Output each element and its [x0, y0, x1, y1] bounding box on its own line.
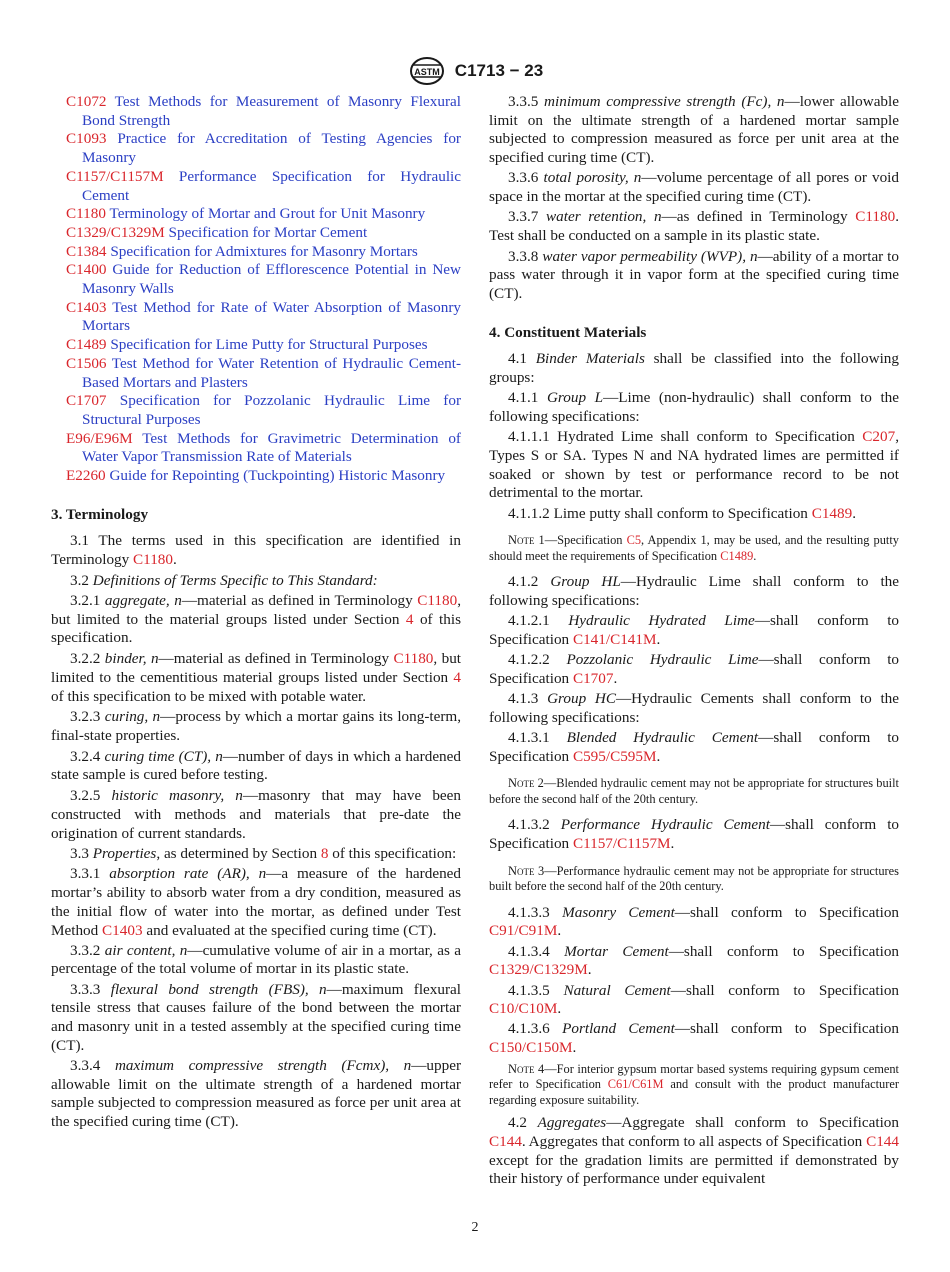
reference-title-link[interactable]: Terminology of Mortar and Grout for Unit Masonry — [109, 205, 426, 223]
reference-code-link[interactable]: C1180 — [66, 205, 106, 223]
reference-title-link[interactable]: Guide for Reduction of Efflorescence Potential in New Masonry Walls — [82, 261, 462, 298]
reference-title-link[interactable]: Practice for Accreditation of Testing Agencies for Masonry — [82, 130, 461, 167]
ref-link[interactable]: C144 — [866, 1133, 899, 1151]
ref-link[interactable]: C1489 — [720, 548, 754, 563]
section-3-heading: 3. Terminology — [51, 505, 149, 523]
ref-link[interactable]: C1329/C1329M — [489, 961, 588, 979]
para-4-1-3-2: 4.1.3.2 Performance Hydraulic Cement—shall conform to Specification C1157/C1157M. — [489, 816, 900, 852]
reference-item — [51, 392, 461, 429]
reference-code-link[interactable]: C1072 — [66, 93, 107, 110]
para-4-1-2-1: 4.1.2.1 Hydraulic Hydrated Lime—shall conform to Specification C141/C141M. — [489, 612, 900, 648]
para-4-1-3: 4.1.3 Group HC—Hydraulic Cements shall conform to the following specifications: — [489, 689, 899, 726]
svg-text:ASTM: ASTM — [414, 67, 440, 77]
ref-link[interactable]: C141/C141M — [572, 630, 657, 648]
ref-link[interactable]: C207 — [862, 428, 896, 446]
section-link[interactable]: 4 — [405, 610, 414, 628]
para-4-1-3-5: 4.1.3.5 Natural Cement—shall conform to Specification C10/C10M. — [489, 981, 900, 1018]
para-3-3-2: 3.3.2 air content, n—cumulative volume of air in a mortar, as a percentage of the total volume of mortar in its plastic state. — [51, 941, 461, 978]
ref-link[interactable]: C10/C10M — [489, 1000, 558, 1018]
para-3-3: 3.3 Properties, as determined by Section 8 of this specification: — [70, 845, 457, 863]
ref-link[interactable]: C1707 — [572, 669, 614, 687]
ref-link[interactable]: C1180 — [855, 208, 896, 226]
ref-link[interactable]: C1489 — [811, 504, 853, 522]
para-4-2: 4.2 Aggregates—Aggregate shall conform to Specification C144. Aggregates that conform to all aspects of Specification C144 except for the gradation limits are permitted if demonstrated by their history of performance under equivalent — [489, 1114, 899, 1188]
note-1: Note 1—Specification C5, Appendix 1, may be used, and the resulting putty should meet the requirements of Specification C1489. — [489, 533, 899, 563]
reference-title-link[interactable]: Specification for Admixtures for Masonry Mortars — [110, 242, 418, 260]
ref-link[interactable]: C1180 — [393, 650, 434, 668]
reference-code-link[interactable]: C1384 — [66, 242, 107, 260]
astm-logo-icon — [407, 56, 447, 86]
reference-item — [51, 130, 461, 167]
reference-item — [51, 168, 461, 205]
para-4-1-3-6: 4.1.3.6 Portland Cement—shall conform to Specification C150/C150M. — [489, 1020, 899, 1057]
para-3-1: 3.1 The terms used in this specification are identified in Terminology C1180. — [51, 532, 461, 569]
reference-item — [51, 243, 461, 262]
reference-code-link[interactable]: C1400 — [66, 261, 107, 279]
reference-code-link[interactable]: C1093 — [66, 130, 107, 148]
reference-code-link[interactable]: C1403 — [66, 298, 107, 316]
reference-item — [51, 336, 461, 355]
note-3: Note 3—Performance hydraulic cement may not be appropriate for structures built before the second half of the 20th century. — [489, 863, 899, 894]
para-3-2-2: 3.2.2 binder, n—material as defined in Terminology C1180, but limited to the cementitious material groups listed under Section 4 of this specification to be mixed with potable water. — [51, 650, 462, 705]
reference-title-link[interactable]: Test Methods for Gravimetric Determination of Water Vapor Transmission Rate of Materials — [82, 429, 461, 466]
reference-item — [51, 205, 461, 224]
reference-item — [51, 261, 461, 298]
reference-code-link[interactable]: E96/E96M — [66, 429, 133, 447]
reference-item — [51, 224, 461, 243]
reference-title-link[interactable]: Test Methods for Measurement of Masonry Flexural Bond Strength — [82, 93, 461, 129]
reference-title-link[interactable]: Test Method for Rate of Water Absorption of Masonry Mortars — [82, 298, 461, 335]
referenced-documents-list — [51, 93, 461, 486]
reference-code-link[interactable]: C1157/C1157M — [66, 167, 164, 185]
ref-link[interactable]: C5 — [626, 533, 642, 548]
left-column — [51, 93, 461, 1133]
reference-title-link[interactable]: Test Method for Water Retention of Hydraulic Cement-Based Mortars and Plasters — [82, 354, 461, 391]
para-4-1-3-3: 4.1.3.3 Masonry Cement—shall conform to Specification C91/C91M. — [489, 903, 900, 940]
para-4-1-1: 4.1.1 Group L—Lime (non-hydraulic) shall conform to the following specifications: — [489, 389, 899, 426]
ref-link[interactable]: C1403 — [102, 921, 143, 939]
ref-link[interactable]: C1180 — [133, 551, 173, 569]
reference-title-link[interactable]: Specification for Pozzolanic Hydraulic Lime for Structural Purposes — [82, 392, 461, 428]
document-designation: C1713 − 23 — [454, 61, 544, 80]
reference-code-link[interactable]: E2260 — [66, 467, 106, 485]
reference-title-link[interactable]: Guide for Repointing (Tuckpointing) Historic Masonry — [109, 467, 446, 485]
para-4-1-3-1: 4.1.3.1 Blended Hydraulic Cement—shall conform to Specification C595/C595M. — [489, 728, 900, 765]
para-3-3-6: 3.3.6 total porosity, n—volume percentage of all pores or void space in the mortar at the specified curing time (CT). — [489, 169, 900, 206]
section-4-heading: 4. Constituent Materials — [489, 323, 647, 341]
para-3-3-1: 3.3.1 absorption rate (AR), n—a measure of the hardened mortar’s ability to absorb water from a dry condition, measured as the initial flow of water into the mortar, as defined under Test Method C1403 and evaluated at the specified curing time (CT). — [51, 865, 461, 939]
para-4-1-2-2: 4.1.2.2 Pozzolanic Hydraulic Lime—shall conform to Specification C1707. — [489, 651, 900, 687]
reference-item — [51, 355, 461, 392]
para-3-3-8: 3.3.8 water vapor permeability (WVP), n—ability of a mortar to pass water through it in vapor form at the specified curing time (CT). — [489, 247, 899, 303]
ref-link[interactable]: C144 — [489, 1133, 522, 1151]
reference-title-link[interactable]: Performance Specification for Hydraulic Cement — [82, 167, 461, 204]
para-3-2-4: 3.2.4 curing time (CT), n—number of days in which a hardened state sample is cured before testing. — [51, 747, 461, 784]
para-3-2: 3.2 Definitions of Terms Specific to This Standard: — [70, 571, 378, 589]
para-3-2-5: 3.2.5 historic masonry, n—masonry that may have been constructed with methods and materials that pre-date the origination of current standards. — [51, 787, 461, 842]
ref-link[interactable]: C91/C91M — [489, 922, 558, 940]
para-3-3-7: 3.3.7 water retention, n—as defined in Terminology C1180. Test shall be conducted on a sample in its plastic state. — [489, 208, 899, 244]
para-3-2-3: 3.2.3 curing, n—process by which a mortar gains its long-term, final-state properties. — [51, 708, 462, 744]
reference-item — [51, 467, 461, 486]
ref-link[interactable]: C61/C61M — [607, 1077, 664, 1092]
reference-code-link[interactable]: C1329/C1329M — [66, 223, 165, 241]
section-link[interactable]: 8 — [320, 845, 329, 863]
reference-item — [51, 299, 461, 336]
reference-item — [51, 430, 461, 467]
reference-code-link[interactable]: C1506 — [66, 354, 107, 372]
ref-link[interactable]: C1180 — [417, 592, 458, 610]
note-2: Note 2—Blended hydraulic cement may not be appropriate for structures built before the second half of the 20th century. — [489, 776, 899, 806]
reference-code-link[interactable]: C1489 — [66, 336, 107, 354]
ref-link[interactable]: C1157/C1157M — [572, 835, 671, 852]
note-4: Note 4—For interior gypsum mortar based systems requiring gypsum cement refer to Specification C61/C61M and consult with the product manufacturer regarding exposure suitability. — [489, 1061, 899, 1107]
page-header — [0, 56, 950, 86]
right-column — [489, 93, 899, 1191]
ref-link[interactable]: C595/C595M — [572, 747, 657, 765]
para-4-1: 4.1 Binder Materials shall be classified into the following groups: — [489, 350, 899, 387]
para-4-1-1-1: 4.1.1.1 Hydrated Lime shall conform to Specification C207, Types S or SA. Types N and NA hydrated limes are permitted if soaked or shown by test or performance record to be not detrimental to the mortar. — [489, 428, 899, 502]
ref-link[interactable]: C150/C150M — [489, 1039, 573, 1057]
para-3-2-1: 3.2.1 aggregate, n—material as defined in Terminology C1180, but limited to the material groups listed under Section 4 of this specification. — [51, 592, 462, 647]
page-number: 2 — [471, 1220, 479, 1235]
para-4-1-1-2: 4.1.1.2 Lime putty shall conform to Specification C1489. — [508, 504, 857, 522]
reference-code-link[interactable]: C1707 — [66, 392, 107, 410]
reference-item — [51, 93, 461, 130]
section-link[interactable]: 4 — [453, 668, 461, 686]
para-3-3-4: 3.3.4 maximum compressive strength (Fcmx), n—upper allowable limit on the ultimate strength of a hardened mortar sample subjected to compression measured as force per unit area at the specified curing time (CT). — [51, 1056, 462, 1131]
para-3-3-5: 3.3.5 minimum compressive strength (Fc), n—lower allowable limit on the ultimate strength of a hardened mortar sample subjected to compression measured as force per unit area at the specified curing time (CT). — [489, 93, 899, 167]
reference-title-link[interactable]: Specification for Mortar Cement — [168, 223, 368, 241]
para-3-3-3: 3.3.3 flexural bond strength (FBS), n—maximum flexural tensile stress that causes failure of the bond between the mortar and masonry unit in a tested assembly at the specified curing time (CT). — [51, 980, 461, 1054]
para-4-1-2: 4.1.2 Group HL—Hydraulic Lime shall conform to the following specifications: — [489, 573, 900, 609]
reference-title-link[interactable]: Specification for Lime Putty for Structural Purposes — [110, 336, 428, 354]
para-4-1-3-4: 4.1.3.4 Mortar Cement—shall conform to Specification C1329/C1329M. — [489, 942, 900, 979]
